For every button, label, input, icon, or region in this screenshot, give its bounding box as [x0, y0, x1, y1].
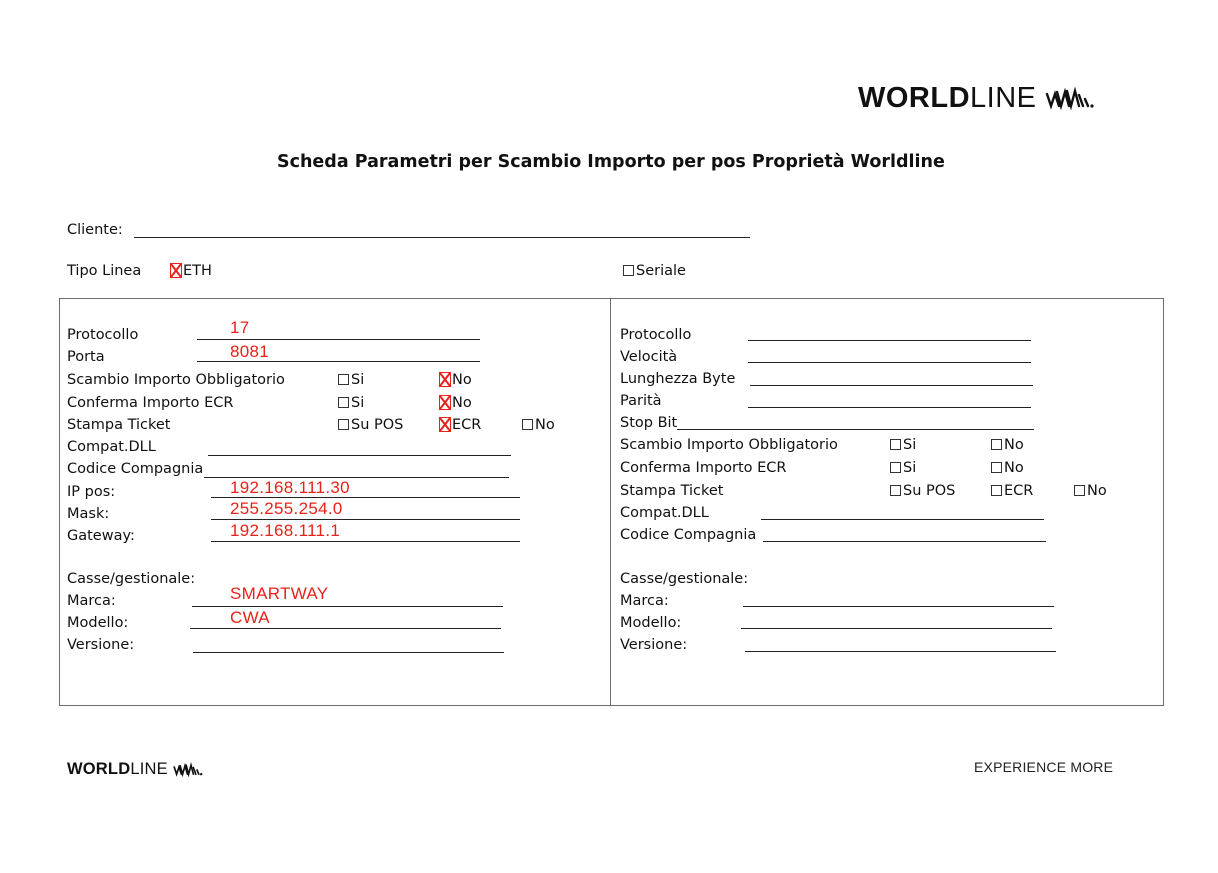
right-parita-label: Parità [620, 393, 662, 409]
left-ip-label: IP pos: [67, 484, 116, 500]
left-protocollo-value: 17 [230, 318, 250, 337]
option-label: Si [351, 395, 365, 411]
checkbox-icon [890, 439, 901, 450]
left-marca-field[interactable] [192, 606, 503, 607]
left-gateway-field[interactable] [211, 541, 520, 542]
logo-text-light: LINE [970, 82, 1037, 114]
left-mask-label: Mask: [67, 506, 110, 522]
left-gateway-value: 192.168.111.1 [230, 521, 341, 540]
right-marca-field[interactable] [743, 606, 1054, 607]
eth-label: ETH [183, 263, 212, 279]
footer-logo-text-bold: WORLD [67, 760, 131, 778]
checked-x-icon [439, 395, 451, 410]
worldline-waves-icon [173, 762, 203, 778]
left-compat-label: Compat.DLL [67, 439, 156, 455]
option-label: No [452, 395, 472, 411]
right-lunghezza-label: Lunghezza Byte [620, 371, 736, 387]
option-label: No [1004, 437, 1024, 453]
right-codice-field[interactable] [763, 541, 1046, 542]
right-versione-field[interactable] [745, 651, 1056, 652]
right-compat-label: Compat.DLL [620, 505, 709, 521]
right-codice-label: Codice Compagnia [620, 527, 757, 543]
right-conferma-si-option[interactable] [890, 459, 916, 477]
left-protocollo-label: Protocollo [67, 327, 139, 343]
left-conferma-no-option[interactable] [439, 394, 472, 412]
checked-x-icon [439, 417, 451, 432]
worldline-logo [858, 82, 1095, 115]
left-scambio-si-option[interactable] [338, 371, 364, 389]
left-stampa-supos-option[interactable] [338, 416, 403, 434]
left-versione-field[interactable] [193, 652, 504, 653]
option-label: No [535, 417, 555, 433]
left-stampa-label: Stampa Ticket [67, 417, 171, 433]
right-protocollo-label: Protocollo [620, 327, 692, 343]
option-label: Si [903, 437, 917, 453]
checkbox-icon [1074, 485, 1085, 496]
right-conferma-no-option[interactable] [991, 459, 1024, 477]
checkbox-icon [991, 439, 1002, 450]
checkbox-icon [623, 265, 634, 276]
right-velocita-label: Velocità [620, 349, 678, 365]
left-marca-label: Marca: [67, 593, 116, 609]
right-casse-label: Casse/gestionale: [620, 571, 749, 587]
right-stampa-label: Stampa Ticket [620, 483, 724, 499]
left-compat-field[interactable] [208, 455, 511, 456]
left-porta-label: Porta [67, 349, 105, 365]
right-stampa-supos-option[interactable] [890, 482, 955, 500]
left-ip-field[interactable] [211, 497, 520, 498]
checkbox-icon [991, 485, 1002, 496]
right-marca-label: Marca: [620, 593, 669, 609]
left-modello-field[interactable] [190, 628, 501, 629]
document-title: Scheda Parametri per Scambio Importo per pos Proprietà Worldline [277, 152, 945, 172]
left-modello-value: CWA [230, 608, 270, 627]
left-versione-label: Versione: [67, 637, 135, 653]
left-scambio-label: Scambio Importo Obbligatorio [67, 372, 285, 388]
right-modello-field[interactable] [741, 628, 1052, 629]
left-porta-field[interactable] [197, 361, 480, 362]
right-scambio-si-option[interactable] [890, 436, 916, 454]
left-mask-field[interactable] [211, 519, 520, 520]
left-marca-value: SMARTWAY [230, 584, 329, 603]
option-label: Su POS [903, 483, 956, 499]
right-scambio-no-option[interactable] [991, 436, 1024, 454]
eth-option[interactable] [170, 262, 212, 280]
logo-text-bold: WORLD [858, 82, 971, 114]
checkbox-icon [991, 462, 1002, 473]
checked-x-icon [439, 372, 451, 387]
right-parita-field[interactable] [748, 407, 1031, 408]
checkbox-icon [338, 419, 349, 430]
option-label: No [452, 372, 472, 388]
right-protocollo-field[interactable] [748, 340, 1031, 341]
option-label: ECR [452, 417, 482, 433]
right-stampa-ecr-option[interactable] [991, 482, 1033, 500]
checkbox-icon [338, 374, 349, 385]
right-versione-label: Versione: [620, 637, 688, 653]
footer-tagline: EXPERIENCE MORE [974, 759, 1114, 775]
checkbox-icon [338, 397, 349, 408]
left-stampa-ecr-option[interactable] [439, 416, 481, 434]
left-stampa-no-option[interactable] [522, 416, 555, 434]
right-lunghezza-field[interactable] [750, 385, 1033, 386]
left-porta-value: 8081 [230, 342, 270, 361]
seriale-label: Seriale [636, 263, 686, 279]
option-label: No [1004, 460, 1024, 476]
checked-x-icon [170, 263, 182, 278]
tipo-linea-label: Tipo Linea [67, 263, 142, 279]
checkbox-icon [522, 419, 533, 430]
left-modello-label: Modello: [67, 615, 129, 631]
right-stopbit-label: Stop Bit [620, 415, 678, 431]
left-mask-value: 255.255.254.0 [230, 499, 343, 518]
option-label: ECR [1004, 483, 1034, 499]
footer-logo-text-light: LINE [130, 760, 168, 778]
left-protocollo-field[interactable] [197, 339, 480, 340]
option-label: Si [351, 372, 365, 388]
checkbox-icon [890, 485, 901, 496]
right-stopbit-field[interactable] [677, 429, 1034, 430]
seriale-option[interactable] [623, 262, 686, 280]
right-compat-field[interactable] [761, 519, 1044, 520]
left-casse-label: Casse/gestionale: [67, 571, 196, 587]
left-conferma-si-option[interactable] [338, 394, 364, 412]
right-stampa-no-option[interactable] [1074, 482, 1107, 500]
worldline-waves-icon [1045, 86, 1095, 112]
left-codice-label: Codice Compagnia [67, 461, 204, 477]
option-label: Si [903, 460, 917, 476]
option-label: No [1087, 483, 1107, 499]
left-conferma-label: Conferma Importo ECR [67, 395, 234, 411]
cliente-label: Cliente: [67, 222, 123, 238]
left-gateway-label: Gateway: [67, 528, 135, 544]
serial-panel [611, 298, 1164, 706]
footer-worldline-logo [67, 760, 203, 779]
checkbox-icon [890, 462, 901, 473]
right-conferma-label: Conferma Importo ECR [620, 460, 787, 476]
right-scambio-label: Scambio Importo Obbligatorio [620, 437, 838, 453]
left-scambio-no-option[interactable] [439, 371, 472, 389]
option-label: Su POS [351, 417, 404, 433]
left-ip-value: 192.168.111.30 [230, 478, 350, 497]
cliente-field[interactable] [134, 237, 750, 238]
right-velocita-field[interactable] [748, 362, 1031, 363]
right-modello-label: Modello: [620, 615, 682, 631]
